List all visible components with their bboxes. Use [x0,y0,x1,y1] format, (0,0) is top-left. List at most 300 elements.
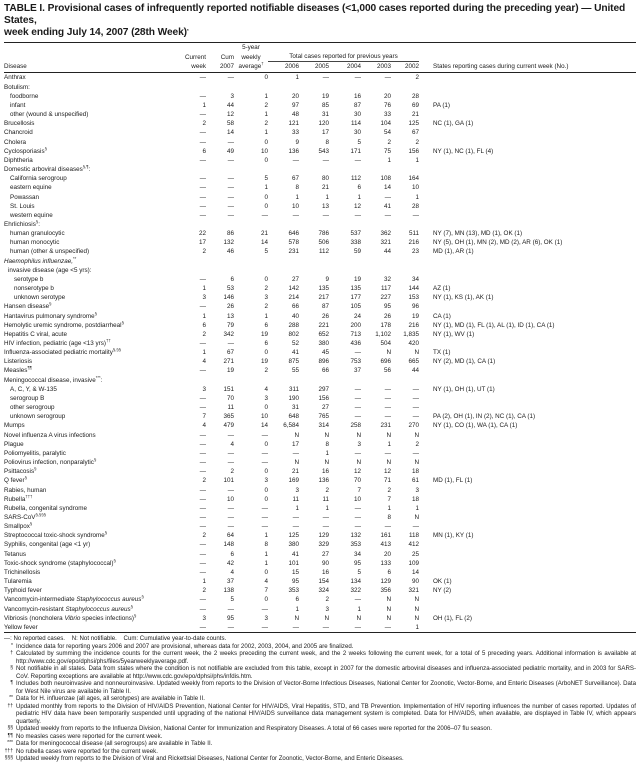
value-cell: 132 [223,239,234,247]
states-reporting [419,302,636,311]
value-cell: — [299,623,329,633]
value-cell: 104 [380,120,391,128]
value-cell: — [199,523,206,531]
value-cell: 0 [264,156,268,164]
value-cell: — [384,394,391,402]
value-cell: — [227,431,234,439]
disease-name: Tularemia [4,578,32,586]
value-cell: 2 [202,330,206,338]
footnote-mark: ¶ [10,680,13,686]
value-cell: — [199,175,206,183]
value-cell: 1 [387,504,391,512]
value-cell [234,376,268,385]
value-cell: 27 [291,275,299,283]
value-cell: 156 [408,147,419,155]
disease-name: Measles¶¶ [4,366,32,375]
value-cell: — [261,449,268,457]
table-row [4,540,636,549]
value-cell: 52 [291,340,299,347]
disease-name: Cholera [4,138,27,146]
value-cell: 21 [260,230,268,238]
table-row [4,193,636,202]
value-cell: 28 [411,202,419,210]
value-cell: 20 [383,550,391,558]
cum-header-line1: Cum [220,53,234,61]
value-cell: 117 [380,285,391,293]
value-cell [299,376,329,385]
value-cell: 12 [353,202,361,210]
year-header-2006: 2006 [268,62,299,73]
value-cell: 1 [264,92,268,100]
value-cell: — [261,211,268,219]
states-reporting: PA (1) [433,101,451,109]
value-cell: — [199,495,206,503]
value-cell: 1 [264,532,268,540]
value-cell: 896 [318,358,329,366]
value-cell: 10 [411,184,419,192]
table-title [4,3,636,39]
value-cell: — [227,175,234,183]
value-cell: 2 [325,596,329,604]
disease-name: Smallpox§ [4,522,33,531]
value-cell: 578 [288,239,299,247]
states-reporting [419,376,636,385]
value-cell: 802 [288,330,299,338]
value-cell: 380 [318,340,329,347]
value-cell [206,220,234,229]
value-cell: — [199,394,206,402]
value-cell: 16 [321,568,329,576]
value-cell: 76 [383,101,391,109]
value-cell [206,83,234,92]
value-cell: 2 [264,367,268,375]
value-cell: — [199,74,206,82]
value-cell [329,376,361,385]
value-cell: — [199,504,206,512]
disease-name: California serogroup [10,175,67,183]
value-cell: 41 [291,550,299,558]
value-cell [361,83,391,92]
disease-table [4,42,636,633]
table-row [4,531,636,540]
value-cell: 4 [230,568,234,576]
value-cell: — [354,349,361,357]
value-cell: — [227,211,234,219]
table-row [4,614,636,623]
value-cell: 6 [387,568,391,576]
states-reporting [419,595,636,604]
value-cell: 144 [408,285,419,293]
current-week-header-line2: week [176,62,206,73]
footnote-mark: * [11,642,13,649]
table-row [4,504,636,513]
value-cell: 108 [380,175,391,183]
value-cell: 64 [226,532,234,540]
value-cell: 311 [288,385,299,393]
value-cell: — [412,394,419,402]
value-cell: 504 [380,340,391,347]
value-cell: — [227,202,234,210]
table-row [4,385,636,394]
states-reporting: CA (1) [433,312,451,320]
value-cell: 1 [295,74,299,82]
value-cell: 156 [318,394,329,402]
value-cell [206,376,234,385]
value-cell: 3 [202,385,206,393]
legend: —: No reported cases. N: Not notifiable. Cum: Cumulative year-to-date counts. [4,635,227,642]
value-cell: — [199,449,206,457]
disease-name: Trichinellosis [4,568,41,576]
value-cell: 11 [292,495,299,503]
value-cell: — [384,74,391,82]
value-cell: — [322,513,329,521]
value-cell: 4 [264,578,268,586]
value-cell: 5 [357,568,361,576]
states-reporting [419,266,636,275]
value-cell: 2 [325,486,329,494]
value-cell: — [199,184,206,192]
value-cell: 101 [288,559,299,567]
table-row [4,110,636,119]
value-cell: 271 [223,358,234,366]
value-cell: 109 [408,559,419,567]
value-cell: 148 [223,541,234,549]
value-cell: 338 [350,239,361,247]
table-row [4,495,636,504]
value-cell: 86 [226,230,234,238]
table-row [4,458,636,467]
table-body [4,73,636,633]
states-reporting: MD (1), AR (1) [433,248,474,256]
value-cell: 138 [223,587,234,595]
value-cell: 324 [318,587,329,595]
states-reporting [419,366,636,375]
value-cell: — [199,111,206,119]
value-cell: N [324,431,329,439]
value-cell: 1 [391,623,419,633]
value-cell: — [354,413,361,421]
value-cell [234,266,268,275]
states-reporting [419,183,636,192]
value-cell: 48 [291,111,299,119]
states-reporting [419,467,636,476]
value-cell: 1 [357,193,361,201]
states-reporting [419,257,636,266]
table-row [4,577,636,586]
value-cell: — [354,211,361,219]
value-cell: 17 [198,239,206,247]
value-cell: N [356,614,361,622]
value-cell: N [356,459,361,467]
disease-name: Yellow fever [4,623,176,633]
disease-name: Diphtheria [4,156,33,164]
disease-name: nonserotype b [14,285,54,293]
value-cell: 2 [264,285,268,293]
table-row [4,119,636,128]
value-cell: N [324,459,329,467]
value-cell: 101 [223,477,234,485]
value-cell [391,257,419,266]
value-cell [176,376,206,385]
states-reporting [419,623,636,633]
value-cell: 129 [380,578,391,586]
value-cell [361,165,391,174]
disease-name: invasive disease (age <5 yrs): [8,266,92,274]
value-cell: 0 [264,275,268,283]
value-cell: 23 [411,248,419,256]
footnote [4,733,636,741]
value-cell: — [199,541,206,549]
value-cell: 1 [325,193,329,201]
value-cell [391,376,419,385]
footnote-text: Updated weekly from reports to the Division of Viral and Rickettsial Diseases, National Center for Zoonotic, Vector-Borne, and Enteric Diseases. [16,755,404,762]
value-cell: — [292,523,299,531]
table-row [4,376,636,385]
table-row [4,174,636,183]
value-cell: 1 [415,504,419,512]
table-row [4,128,636,137]
value-cell: 5 [264,248,268,256]
disease-name: Rubella, congenital syndrome [4,504,87,512]
value-cell: 154 [318,578,329,586]
footnote [4,680,636,695]
value-cell: 59 [353,248,361,256]
value-cell: 353 [350,541,361,549]
value-cell: 0 [264,468,268,476]
value-cell: N [386,459,391,467]
value-cell: 30 [353,111,361,119]
value-cell: — [199,559,206,567]
value-cell: 28 [411,92,419,100]
value-cell: — [199,211,206,219]
footnote-mark: §§§ [4,755,13,761]
value-cell: 4 [230,440,234,448]
value-cell [268,83,299,92]
value-cell [329,257,361,266]
footnote [4,703,636,726]
disease-name: Botulism: [4,83,30,91]
footnote-text: Data for meningococcal disease (all serogroups) are available in Table II. [16,740,213,747]
disease-name: Vibriosis (noncholera Vibrio species infections)§ [4,613,137,622]
value-cell: 353 [288,587,299,595]
value-cell: 66 [321,367,329,375]
disease-name: St. Louis [10,202,35,210]
value-cell: 314 [318,422,329,430]
value-cell: 786 [318,230,329,238]
states-reporting: OH (1), FL (2) [433,614,472,622]
footnote [4,650,636,665]
value-cell: 19 [353,275,361,283]
table-row [4,559,636,568]
table-row [4,165,636,174]
value-cell: N [324,614,329,622]
value-cell: — [199,156,206,164]
value-cell: N [294,431,299,439]
value-cell: 37 [353,367,361,375]
footnote [4,725,636,733]
value-cell: — [199,367,206,375]
disease-name: Rubella††† [4,494,33,503]
value-cell: 1 [325,449,329,457]
states-reporting [419,156,636,165]
value-cell: N [414,596,419,604]
value-cell: 0 [264,349,268,357]
disease-name: human monocytic [10,239,60,247]
table-row [4,357,636,366]
value-cell [176,83,206,92]
footnote-mark: ¶¶ [7,732,13,739]
value-cell: 0 [264,193,268,201]
value-cell: 258 [350,422,361,430]
table-row [4,183,636,192]
value-cell: 79 [226,321,234,329]
value-cell: 44 [383,248,391,256]
value-cell: 13 [226,312,234,320]
value-cell: N [414,349,419,357]
states-reporting [419,202,636,211]
states-reporting [419,138,636,147]
value-cell: — [384,193,391,201]
value-cell: 112 [350,175,361,183]
value-cell: — [354,449,361,457]
disease-name: Typhoid fever [4,587,42,595]
value-cell: 41 [383,202,391,210]
value-cell: 413 [380,541,391,549]
value-cell: 1 [415,156,419,164]
value-cell [329,266,361,275]
value-cell: — [199,431,206,439]
disease-name: serogroup B [10,394,45,402]
value-cell: — [199,605,206,613]
value-cell [329,83,361,92]
value-cell: 112 [318,248,329,256]
value-cell: 153 [408,294,419,302]
value-cell: 511 [408,230,419,238]
states-reporting [419,110,636,119]
disease-name: foodborne [10,92,39,100]
disease-name: Hantavirus pulmonary syndrome§ [4,311,97,320]
value-cell: — [227,340,234,347]
value-cell: 0 [264,138,268,146]
value-cell: 1 [202,285,206,293]
value-cell: 121 [288,120,299,128]
value-cell: 6 [202,147,206,155]
year-header-2002: 2002 [391,62,419,73]
value-cell: 8 [325,440,329,448]
value-cell: 136 [318,477,329,485]
disease-name: HIV infection, pediatric (age <13 yrs)†† [4,339,111,347]
value-cell: 11 [322,495,329,503]
value-cell: 1 [264,184,268,192]
value-cell [361,220,391,229]
value-cell: 1,835 [403,330,419,338]
table-row [4,284,636,293]
value-cell: — [329,623,361,633]
value-cell: — [354,523,361,531]
value-cell [268,266,299,275]
value-cell: 7 [264,587,268,595]
value-cell: — [199,568,206,576]
states-reporting [419,165,636,174]
value-cell: 321 [408,587,419,595]
value-cell: N [386,596,391,604]
value-cell: 33 [291,129,299,137]
disease-header: Disease [4,62,176,73]
cum-header-line2: 2007 [206,62,234,73]
avg-header-line2: weekly [241,53,261,61]
value-cell: — [322,156,329,164]
footnote-text: Incidence data for reporting years 2006 and 2007 are provisional, whereas data for 2002, 2003, 2004, and 2005 are finalized. [16,642,354,650]
year-header-2003: 2003 [361,62,391,73]
table-row [4,247,636,256]
value-cell: 125 [408,120,419,128]
value-cell: — [384,449,391,457]
value-cell: 37 [226,578,234,586]
value-cell: — [199,303,206,311]
value-cell: 10 [353,495,361,503]
states-reporting: NY (1), WV (1) [433,330,475,338]
value-cell: 2 [387,486,391,494]
value-cell: 646 [288,230,299,238]
value-cell: — [354,513,361,521]
value-cell: 161 [380,532,391,540]
value-cell: 26 [226,303,234,311]
value-cell: — [227,459,234,467]
value-cell: 135 [318,285,329,293]
value-cell: 1 [264,129,268,137]
table-row [4,348,636,357]
value-cell: 70 [226,394,234,402]
value-cell: 19 [226,367,234,375]
value-cell: 3 [264,294,268,302]
value-cell: 16 [321,468,329,476]
value-cell: 875 [288,358,299,366]
value-cell: — [354,156,361,164]
value-cell: 58 [226,120,234,128]
disease-name: eastern equine [10,184,52,192]
current-week-header-line1: Current [185,53,206,61]
value-cell: 6 [264,340,268,347]
value-cell: 9 [295,138,299,146]
states-reporting [419,83,636,92]
value-cell: 61 [411,477,419,485]
value-cell: 33 [383,111,391,119]
value-cell: — [199,193,206,201]
states-reporting [419,193,636,202]
value-cell: 3 [264,614,268,622]
value-cell: — [199,340,206,347]
footnote-text: Data for H. influenzae (all ages, all serotypes) are available in Table II. [16,695,205,702]
states-reporting: PA (2), OH (1), IN (2), NC (1), CA (1) [433,413,536,421]
value-cell: 19 [321,92,329,100]
value-cell: — [361,623,391,633]
value-cell: 479 [223,422,234,430]
value-cell: 0 [264,74,268,82]
disease-name: Cyclosporiasis§ [4,146,47,155]
value-cell: 125 [288,532,299,540]
value-cell: — [227,523,234,531]
table-header [4,43,636,73]
disease-name: Plague [4,440,24,448]
table-row [4,238,636,247]
states-reporting: NC (1), GA (1) [433,120,474,128]
table-row [4,366,636,375]
states-reporting: NY (1), OH (1), UT (1) [433,385,495,393]
value-cell: 3 [264,394,268,402]
value-cell: 133 [380,559,391,567]
value-cell: 1 [264,312,268,320]
table-row [4,101,636,110]
